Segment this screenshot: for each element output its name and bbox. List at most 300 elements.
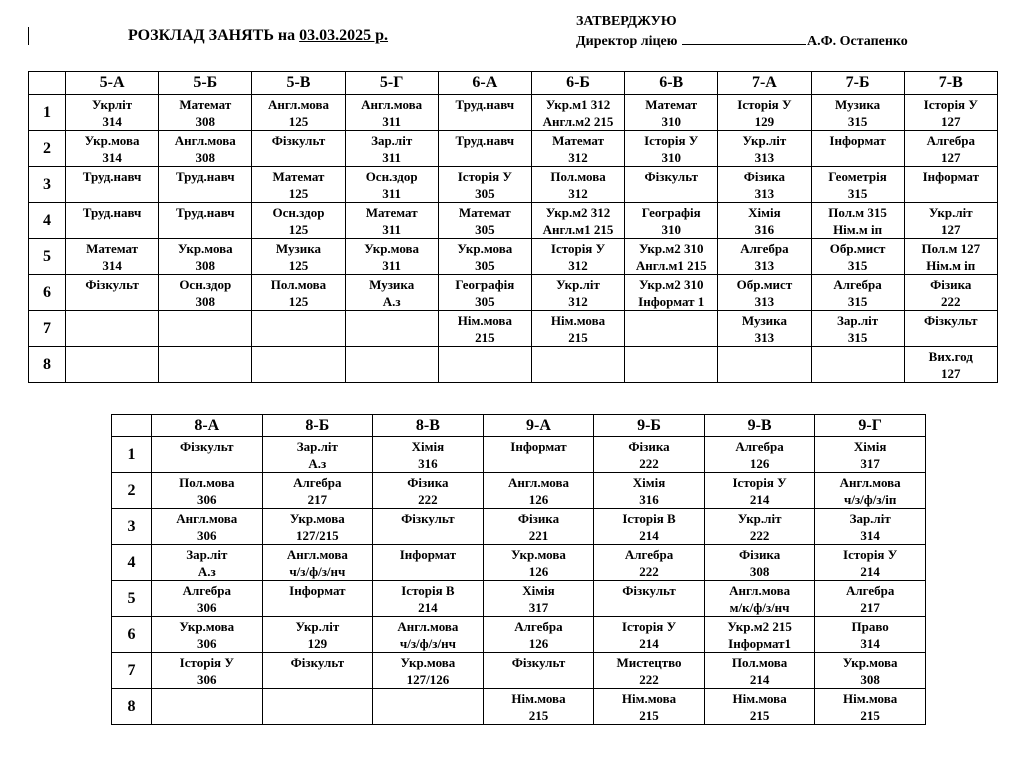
lesson-cell bbox=[66, 95, 159, 131]
room-text: 127 bbox=[941, 366, 961, 381]
room-text: 127/215 bbox=[296, 528, 339, 543]
subject-text: Укр.м2 310 bbox=[638, 277, 704, 292]
room-text bbox=[625, 185, 717, 202]
class-header: 7-А bbox=[718, 72, 811, 95]
room-text: 310 bbox=[661, 222, 681, 237]
lesson-cell bbox=[904, 239, 997, 275]
subject-text: Труд.навч bbox=[175, 205, 235, 220]
room-text: 125 bbox=[288, 258, 309, 273]
room-text bbox=[812, 365, 904, 382]
subject-text: Фізкульт bbox=[271, 133, 326, 148]
room-text: 315 bbox=[847, 294, 868, 309]
margin-marker bbox=[28, 27, 29, 45]
subject-text: Математ bbox=[365, 205, 418, 220]
lesson-cell bbox=[625, 167, 718, 203]
lesson-cell bbox=[262, 689, 373, 725]
lesson-cell bbox=[152, 437, 263, 473]
lesson-cell bbox=[718, 275, 811, 311]
room-text: 214 bbox=[749, 492, 770, 507]
subject-text: Вих.год bbox=[928, 349, 973, 364]
subject-text: Музика bbox=[741, 313, 787, 328]
lesson-cell bbox=[345, 203, 438, 239]
subject-text: Інформат bbox=[829, 133, 886, 148]
lesson-cell bbox=[483, 545, 594, 581]
room-text bbox=[252, 329, 344, 346]
class-header: 5-Г bbox=[345, 72, 438, 95]
lesson-cell bbox=[483, 437, 594, 473]
room-text: 214 bbox=[749, 672, 770, 687]
subject-text: Математ bbox=[552, 133, 604, 148]
lesson-cell bbox=[718, 347, 811, 383]
room-text bbox=[484, 671, 594, 688]
lesson-cell bbox=[704, 653, 815, 689]
subject-text: Фізика bbox=[407, 475, 449, 490]
lesson-cell bbox=[811, 203, 904, 239]
lesson-cell bbox=[438, 275, 531, 311]
subject-text bbox=[812, 348, 904, 365]
subject-text: Алгебра bbox=[182, 583, 231, 598]
subject-text bbox=[252, 348, 344, 365]
room-text: 125 bbox=[288, 186, 309, 201]
lesson-cell bbox=[704, 689, 815, 725]
room-text: 125 bbox=[288, 222, 309, 237]
subject-text: Укр.мова bbox=[842, 655, 898, 670]
subject-text: Англ.мова bbox=[729, 583, 791, 598]
room-text: 221 bbox=[528, 528, 549, 543]
room-text: 214 bbox=[639, 528, 659, 543]
room-text bbox=[484, 455, 594, 472]
room-text: 305 bbox=[475, 222, 495, 237]
lesson-cell bbox=[252, 203, 345, 239]
room-text bbox=[439, 365, 531, 382]
subject-text: Фізкульт bbox=[622, 583, 676, 598]
class-header: 9-Г bbox=[815, 415, 926, 437]
room-text bbox=[159, 365, 251, 382]
lesson-cell bbox=[625, 275, 718, 311]
subject-text: Фізика bbox=[517, 511, 560, 526]
lesson-cell bbox=[594, 473, 705, 509]
lesson-cell bbox=[252, 167, 345, 203]
subject-text: Осн.здор bbox=[179, 277, 232, 292]
lesson-cell bbox=[262, 653, 373, 689]
lesson-cell bbox=[483, 617, 594, 653]
room-text: 126 bbox=[528, 636, 549, 651]
class-header: 6-Б bbox=[531, 72, 624, 95]
lesson-cell bbox=[811, 275, 904, 311]
lesson-cell bbox=[704, 509, 815, 545]
room-text: Інформат 1 bbox=[638, 294, 705, 309]
room-text: 308 bbox=[195, 258, 216, 273]
subject-text: Алгебра bbox=[293, 475, 342, 490]
lesson-cell bbox=[718, 131, 811, 167]
lesson-row bbox=[29, 203, 998, 239]
subject-text: Зар.літ bbox=[837, 313, 879, 328]
subject-text bbox=[152, 690, 262, 707]
room-text: ч/з/ф/з/іп bbox=[843, 492, 897, 507]
room-text: 313 bbox=[754, 258, 775, 273]
lesson-cell bbox=[815, 653, 926, 689]
room-text: 129 bbox=[307, 636, 328, 651]
lesson-number: 2 bbox=[112, 473, 152, 509]
subject-text: Нім.мова bbox=[732, 691, 787, 706]
class-header: 8-А bbox=[152, 415, 263, 437]
room-text bbox=[159, 329, 251, 346]
subject-text: Укр.літ bbox=[742, 133, 787, 148]
class-header: 5-В bbox=[252, 72, 345, 95]
lesson-row bbox=[29, 239, 998, 275]
subject-text: Історія У bbox=[843, 547, 898, 562]
lesson-row bbox=[29, 95, 998, 131]
room-text bbox=[905, 329, 997, 346]
lesson-cell bbox=[373, 581, 484, 617]
subject-text: Обр.мист bbox=[829, 241, 886, 256]
room-text: 315 bbox=[847, 330, 868, 345]
approval-block bbox=[576, 12, 908, 52]
lesson-cell bbox=[483, 473, 594, 509]
subject-text: Хімія bbox=[411, 439, 445, 454]
subject-text bbox=[373, 690, 483, 707]
room-text: 215 bbox=[749, 708, 770, 723]
lesson-cell bbox=[373, 689, 484, 725]
room-text: Англ.м1 215 bbox=[635, 258, 707, 273]
lesson-cell bbox=[904, 203, 997, 239]
subject-text: Інформат bbox=[289, 583, 346, 598]
subject-text: Історія У bbox=[621, 619, 677, 634]
room-text bbox=[905, 185, 997, 202]
room-text: 127/126 bbox=[406, 672, 450, 687]
room-text: 316 bbox=[754, 222, 775, 237]
lesson-cell bbox=[252, 239, 345, 275]
room-text: 313 bbox=[754, 150, 775, 165]
lesson-cell bbox=[345, 131, 438, 167]
subject-text bbox=[718, 348, 810, 365]
room-text: Нім.м іп bbox=[833, 222, 883, 237]
room-text bbox=[346, 329, 438, 346]
lesson-number: 3 bbox=[29, 167, 66, 203]
room-text: 222 bbox=[639, 564, 659, 579]
room-text: ч/з/ф/з/нч bbox=[399, 636, 456, 651]
room-text: 315 bbox=[847, 258, 868, 273]
room-text: 126 bbox=[749, 456, 770, 471]
lesson-cell bbox=[438, 239, 531, 275]
room-text bbox=[263, 671, 373, 688]
subject-text: Хімія bbox=[853, 439, 887, 454]
subject-text: Пол.мова bbox=[550, 169, 606, 184]
approval-title: ЗАТВЕРДЖУЮ bbox=[576, 14, 677, 29]
lesson-number: 6 bbox=[29, 275, 66, 311]
lesson-cell bbox=[262, 437, 373, 473]
lesson-cell bbox=[704, 581, 815, 617]
room-text: 313 bbox=[754, 186, 775, 201]
lesson-number: 5 bbox=[112, 581, 152, 617]
subject-text: Укр.літ bbox=[737, 511, 782, 526]
room-text bbox=[532, 365, 624, 382]
subject-text: Обр.мист bbox=[736, 277, 793, 292]
lesson-cell bbox=[811, 131, 904, 167]
subject-text bbox=[346, 348, 438, 365]
subject-text: Англ.мова bbox=[397, 619, 459, 634]
room-text: 214 bbox=[860, 564, 880, 579]
subject-text: Зар.літ bbox=[186, 547, 228, 562]
room-text: 214 bbox=[639, 636, 659, 651]
room-text: 314 bbox=[102, 114, 122, 129]
lesson-cell bbox=[262, 545, 373, 581]
lesson-cell bbox=[483, 509, 594, 545]
subject-text: Нім.мова bbox=[511, 691, 566, 706]
lesson-row bbox=[29, 347, 998, 383]
subject-text bbox=[66, 312, 158, 329]
lesson-cell bbox=[625, 311, 718, 347]
room-text: 125 bbox=[288, 294, 309, 309]
subject-text: Фізика bbox=[628, 439, 670, 454]
lesson-cell bbox=[625, 239, 718, 275]
lesson-cell bbox=[438, 131, 531, 167]
room-text: 215 bbox=[475, 330, 495, 345]
room-text: 306 bbox=[197, 672, 217, 687]
subject-text: Математ bbox=[645, 97, 698, 112]
subject-text bbox=[252, 312, 344, 329]
lesson-cell bbox=[373, 473, 484, 509]
room-text: 129 bbox=[754, 114, 775, 129]
subject-text: Зар.літ bbox=[849, 511, 891, 526]
room-text: 312 bbox=[568, 294, 588, 309]
room-text bbox=[66, 365, 158, 382]
subject-text: Інформат bbox=[922, 169, 979, 184]
room-text bbox=[66, 293, 158, 310]
lesson-row bbox=[112, 653, 926, 689]
room-text: м/к/ф/з/нч bbox=[729, 600, 790, 615]
room-text: Інформат1 bbox=[728, 636, 792, 651]
lesson-cell bbox=[345, 95, 438, 131]
subject-text bbox=[439, 348, 531, 365]
room-text: 215 bbox=[860, 708, 880, 723]
lesson-cell bbox=[252, 347, 345, 383]
lesson-cell bbox=[262, 509, 373, 545]
subject-text: Нім.мова bbox=[843, 691, 898, 706]
subject-text: Математ bbox=[458, 205, 511, 220]
lesson-cell bbox=[815, 545, 926, 581]
lesson-cell bbox=[531, 95, 624, 131]
room-text bbox=[373, 707, 483, 724]
subject-text: Алгебра bbox=[845, 583, 895, 598]
room-text: 222 bbox=[941, 294, 961, 309]
subject-text: Музика bbox=[835, 97, 881, 112]
room-text: 215 bbox=[639, 708, 659, 723]
room-text: 314 bbox=[860, 636, 880, 651]
lesson-cell bbox=[159, 347, 252, 383]
lesson-cell bbox=[152, 545, 263, 581]
class-header: 5-А bbox=[66, 72, 159, 95]
lesson-cell bbox=[531, 347, 624, 383]
subject-text: Укр.мова bbox=[289, 511, 345, 526]
lesson-cell bbox=[159, 275, 252, 311]
lesson-cell bbox=[483, 581, 594, 617]
lesson-cell bbox=[152, 509, 263, 545]
lesson-cell bbox=[815, 473, 926, 509]
lesson-cell bbox=[159, 203, 252, 239]
subject-text: Інформат bbox=[399, 547, 457, 562]
lesson-cell bbox=[159, 239, 252, 275]
lesson-cell bbox=[594, 617, 705, 653]
subject-text: Музика bbox=[275, 241, 322, 256]
room-text bbox=[66, 221, 158, 238]
subject-text: Труд.навч bbox=[455, 97, 515, 112]
subject-text: Географія bbox=[455, 277, 515, 292]
room-text: 222 bbox=[749, 528, 770, 543]
lesson-number: 3 bbox=[112, 509, 152, 545]
lesson-cell bbox=[66, 275, 159, 311]
subject-text: Алгебра bbox=[833, 277, 882, 292]
signature-line bbox=[682, 32, 806, 45]
subject-text: Фізкульт bbox=[511, 655, 566, 670]
room-text bbox=[373, 527, 483, 544]
lesson-row bbox=[29, 311, 998, 347]
lesson-cell bbox=[531, 275, 624, 311]
room-text bbox=[159, 221, 251, 238]
subject-text bbox=[159, 348, 251, 365]
room-text: 127 bbox=[941, 222, 961, 237]
lesson-cell bbox=[718, 167, 811, 203]
subject-text: Англ.мова bbox=[361, 97, 423, 112]
lesson-number: 1 bbox=[29, 95, 66, 131]
subject-text: Хімія bbox=[748, 205, 781, 220]
lesson-cell bbox=[704, 617, 815, 653]
room-text: 311 bbox=[382, 186, 402, 201]
subject-text: Фізкульт bbox=[85, 277, 139, 292]
subject-text: Фізика bbox=[930, 277, 972, 292]
page-title bbox=[128, 27, 388, 45]
lesson-cell bbox=[815, 689, 926, 725]
lesson-cell bbox=[345, 311, 438, 347]
room-text: 310 bbox=[661, 150, 681, 165]
class-header: 5-Б bbox=[159, 72, 252, 95]
lesson-cell bbox=[811, 239, 904, 275]
lesson-cell bbox=[345, 347, 438, 383]
subject-text: Алгебра bbox=[735, 439, 784, 454]
subject-text: Труд.навч bbox=[175, 169, 235, 184]
room-text: 305 bbox=[475, 294, 495, 309]
subject-text: Англ.мова bbox=[176, 511, 238, 526]
room-text bbox=[439, 113, 531, 130]
lesson-cell bbox=[152, 689, 263, 725]
subject-text: Укр.мова bbox=[84, 133, 140, 148]
subject-text: Пол.мова bbox=[731, 655, 788, 670]
lesson-cell bbox=[904, 167, 997, 203]
subject-text: Зар.літ bbox=[296, 439, 338, 454]
lesson-cell bbox=[625, 131, 718, 167]
room-text: 214 bbox=[418, 600, 438, 615]
subject-text: Математ bbox=[179, 97, 232, 112]
class-header: 9-А bbox=[483, 415, 594, 437]
subject-text: Пол.м 127 bbox=[921, 241, 981, 256]
room-text bbox=[66, 329, 158, 346]
room-text bbox=[812, 149, 904, 166]
subject-text: Алгебра bbox=[624, 547, 674, 562]
lesson-cell bbox=[345, 239, 438, 275]
subject-text: Англ.мова bbox=[267, 97, 329, 112]
lesson-cell bbox=[66, 131, 159, 167]
lesson-cell bbox=[704, 545, 815, 581]
room-text: 312 bbox=[568, 186, 588, 201]
subject-text: Алгебра bbox=[740, 241, 789, 256]
lesson-cell bbox=[373, 617, 484, 653]
subject-text: Історія В bbox=[401, 583, 455, 598]
lesson-number: 6 bbox=[112, 617, 152, 653]
subject-text: Укр.мова bbox=[400, 655, 456, 670]
room-text: 127 bbox=[941, 114, 961, 129]
lesson-cell bbox=[625, 203, 718, 239]
title-text: РОЗКЛАД ЗАНЯТЬ на bbox=[128, 27, 300, 44]
lesson-cell bbox=[159, 311, 252, 347]
corner-cell bbox=[29, 72, 66, 95]
lesson-cell bbox=[594, 689, 705, 725]
class-header: 8-Б bbox=[262, 415, 373, 437]
room-text: 310 bbox=[661, 114, 681, 129]
room-text bbox=[252, 149, 344, 166]
room-text: 306 bbox=[197, 600, 217, 615]
subject-text bbox=[532, 348, 624, 365]
lesson-cell bbox=[815, 581, 926, 617]
room-text: 217 bbox=[307, 492, 328, 507]
lesson-cell bbox=[718, 95, 811, 131]
subject-text: Геометрія bbox=[828, 169, 887, 184]
subject-text: Укр.м2 215 bbox=[727, 619, 792, 634]
room-text bbox=[152, 455, 262, 472]
schedule-table-grades-8-9 bbox=[111, 414, 926, 725]
room-text bbox=[252, 365, 344, 382]
subject-text: Історія У bbox=[457, 169, 512, 184]
lesson-cell bbox=[718, 203, 811, 239]
room-text: 311 bbox=[382, 222, 402, 237]
lesson-cell bbox=[904, 347, 997, 383]
lesson-number: 4 bbox=[112, 545, 152, 581]
subject-text: Труд.навч bbox=[455, 133, 515, 148]
class-header: 7-Б bbox=[811, 72, 904, 95]
subject-text: Історія У bbox=[737, 97, 792, 112]
title-date: 03.03.2025 р. bbox=[299, 27, 389, 44]
subject-text: Історія У bbox=[644, 133, 699, 148]
lesson-row bbox=[112, 581, 926, 617]
subject-text: Фізкульт bbox=[924, 313, 978, 328]
lesson-cell bbox=[345, 275, 438, 311]
room-text bbox=[159, 185, 251, 202]
director-label: Директор ліцею bbox=[576, 34, 678, 49]
lesson-cell bbox=[594, 653, 705, 689]
room-text: 316 bbox=[639, 492, 659, 507]
room-text: 222 bbox=[639, 456, 659, 471]
room-text: Англ.м2 215 bbox=[542, 114, 614, 129]
subject-text: Географія bbox=[641, 205, 701, 220]
lesson-cell bbox=[66, 203, 159, 239]
table-header-row bbox=[112, 415, 926, 437]
schedule-table-grades-5-7 bbox=[28, 71, 998, 383]
class-header: 6-В bbox=[625, 72, 718, 95]
corner-cell bbox=[112, 415, 152, 437]
room-text: 126 bbox=[528, 564, 549, 579]
lesson-number: 2 bbox=[29, 131, 66, 167]
subject-text: Фізика bbox=[738, 547, 781, 562]
lesson-row bbox=[112, 509, 926, 545]
room-text bbox=[263, 599, 373, 616]
room-text: А.з bbox=[382, 294, 401, 309]
room-text: ч/з/ф/з/нч bbox=[289, 564, 346, 579]
room-text bbox=[625, 329, 717, 346]
subject-text: Право bbox=[851, 619, 889, 634]
room-text: 308 bbox=[195, 294, 216, 309]
room-text: 314 bbox=[102, 258, 122, 273]
subject-text: Укр.мова bbox=[179, 619, 235, 634]
lesson-cell bbox=[531, 203, 624, 239]
